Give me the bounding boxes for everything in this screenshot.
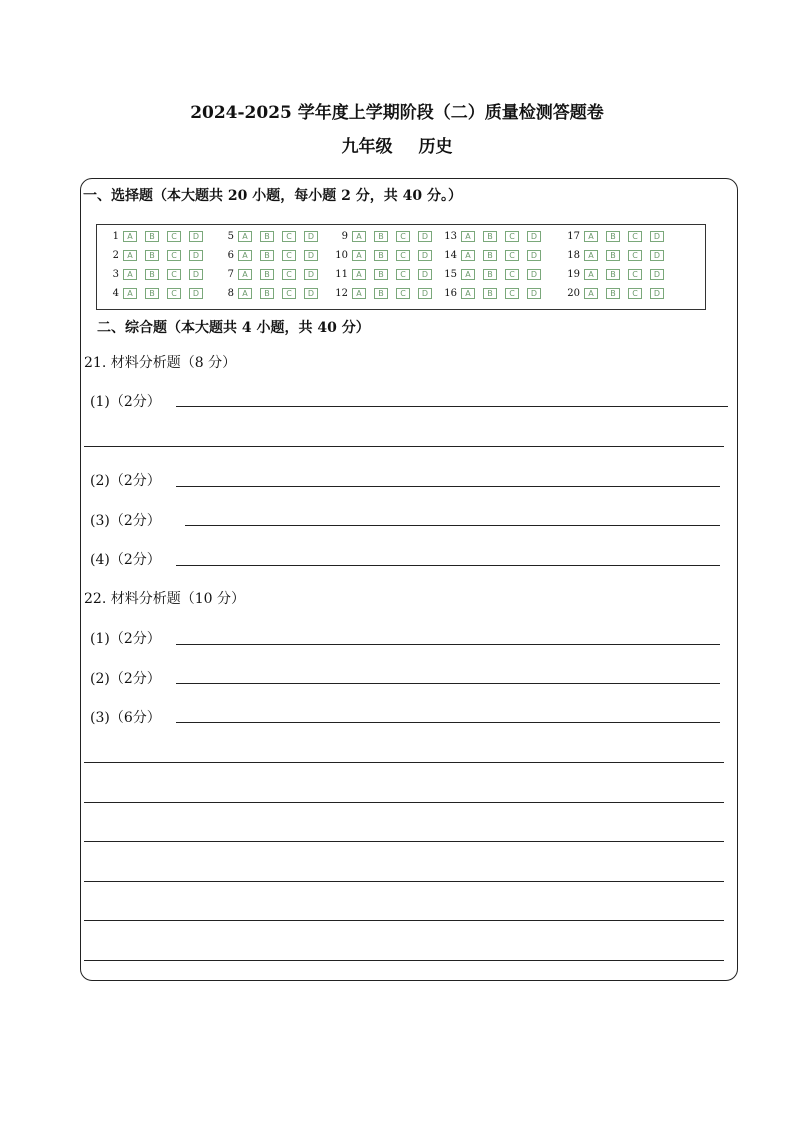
subject-label: 历史 [418,137,453,157]
option-bubble-d[interactable]: D [418,250,432,261]
option-bubble-c[interactable]: C [505,231,519,242]
option-bubble-b[interactable]: B [145,250,159,261]
option-bubble-b[interactable]: B [483,231,497,242]
option-bubble-a[interactable]: A [461,250,475,261]
q22-part3-answer-line-5[interactable] [84,881,724,882]
option-bubble-b[interactable]: B [374,288,388,299]
question-number: 3 [112,268,119,280]
q21-part3-answer-line[interactable] [185,525,720,526]
question-number: 7 [227,268,234,280]
option-bubble-a[interactable]: A [352,231,366,242]
option-bubble-a[interactable]: A [238,250,252,261]
option-bubble-d[interactable]: D [650,250,664,261]
question-number: 20 [567,287,580,299]
option-bubble-d[interactable]: D [304,288,318,299]
mc-question-row [103,267,211,281]
option-bubble-a[interactable]: A [352,250,366,261]
option-bubble-a[interactable]: A [461,288,475,299]
option-bubble-c[interactable]: C [628,231,642,242]
option-bubble-b[interactable]: B [483,269,497,280]
q22-part1-answer-line[interactable] [176,644,720,645]
option-bubble-a[interactable]: A [461,231,475,242]
option-bubble-d[interactable]: D [650,231,664,242]
option-bubble-b[interactable]: B [374,231,388,242]
q21-part3-label: (3)（2分） [90,513,161,529]
option-bubble-a[interactable]: A [123,250,137,261]
option-bubble-b[interactable]: B [260,250,274,261]
mc-question-row [103,229,211,243]
question-number: 19 [567,268,580,280]
option-bubble-b[interactable]: B [260,231,274,242]
option-bubble-d[interactable]: D [418,288,432,299]
question-number: 8 [227,287,234,299]
mc-question-row [332,248,440,262]
q21-part2-answer-line[interactable] [176,486,720,487]
q22-part3-answer-line-2[interactable] [84,762,724,763]
option-bubble-a[interactable]: A [352,288,366,299]
mc-question-row [103,286,211,300]
section2-heading: 二、综合题（本大题共 4 小题，共 40 分） [97,320,370,336]
option-bubble-c[interactable]: C [396,269,410,280]
option-bubble-c[interactable]: C [167,231,181,242]
q22-part2-answer-line[interactable] [176,683,720,684]
question-number: 15 [444,268,457,280]
question-number: 9 [341,230,348,242]
page-subtitle [0,132,794,157]
page-title: 2024-2025 学年度上学期阶段（二）质量检测答题卷 [190,103,604,123]
option-bubble-c[interactable]: C [396,250,410,261]
q22-part3-label: (3)（6分） [90,710,161,726]
option-bubble-d[interactable]: D [527,269,541,280]
option-bubble-c[interactable]: C [628,250,642,261]
question-number: 12 [335,287,348,299]
mc-question-row [103,248,211,262]
option-bubble-b[interactable]: B [145,269,159,280]
option-bubble-b[interactable]: B [606,250,620,261]
option-bubble-b[interactable]: B [374,250,388,261]
option-bubble-a[interactable]: A [123,231,137,242]
option-bubble-b[interactable]: B [483,250,497,261]
option-bubble-c[interactable]: C [167,250,181,261]
mc-question-row [564,286,672,300]
question-number: 16 [444,287,457,299]
question-number: 17 [567,230,580,242]
option-bubble-a[interactable]: A [352,269,366,280]
question-number: 18 [567,249,580,261]
question-number: 14 [444,249,457,261]
option-bubble-c[interactable]: C [396,231,410,242]
option-bubble-c[interactable]: C [505,288,519,299]
option-bubble-b[interactable]: B [260,288,274,299]
mc-question-row [564,267,672,281]
question-number: 11 [335,268,348,280]
option-bubble-a[interactable]: A [461,269,475,280]
question-number: 1 [112,230,119,242]
option-bubble-a[interactable]: A [238,288,252,299]
option-bubble-d[interactable]: D [527,231,541,242]
q21-part1-answer-line[interactable] [176,406,728,407]
question-number: 2 [112,249,119,261]
mc-question-row [218,267,326,281]
q21-part1-label: (1)（2分） [90,394,161,410]
mc-question-row [564,248,672,262]
mc-question-row [564,229,672,243]
mc-question-row [218,286,326,300]
mc-question-row [441,248,549,262]
question-number: 4 [112,287,119,299]
q21-part1-answer-line-2[interactable] [84,446,724,447]
option-bubble-d[interactable]: D [189,250,203,261]
option-bubble-a[interactable]: A [584,250,598,261]
option-bubble-d[interactable]: D [650,269,664,280]
option-bubble-c[interactable]: C [282,231,296,242]
question-number: 13 [444,230,457,242]
q21-title: 21. 材料分析题（8 分） [84,355,237,371]
option-bubble-d[interactable]: D [304,269,318,280]
mc-question-row [332,229,440,243]
option-bubble-a[interactable]: A [584,288,598,299]
section1-heading: 一、选择题（本大题共 20 小题，每小题 2 分，共 40 分。） [83,188,462,204]
mc-question-row [441,229,549,243]
option-bubble-a[interactable]: A [238,269,252,280]
option-bubble-c[interactable]: C [282,288,296,299]
option-bubble-b[interactable]: B [260,269,274,280]
mc-question-row [218,248,326,262]
mc-question-row [441,286,549,300]
option-bubble-d[interactable]: D [418,231,432,242]
option-bubble-d[interactable]: D [189,231,203,242]
option-bubble-c[interactable]: C [396,288,410,299]
option-bubble-d[interactable]: D [189,269,203,280]
q22-part3-answer-line-4[interactable] [84,841,724,842]
option-bubble-a[interactable]: A [238,231,252,242]
option-bubble-c[interactable]: C [505,250,519,261]
question-number: 10 [335,249,348,261]
option-bubble-b[interactable]: B [606,231,620,242]
option-bubble-c[interactable]: C [282,250,296,261]
q22-part2-label: (2)（2分） [90,671,161,687]
q21-part4-answer-line[interactable] [176,565,720,566]
option-bubble-b[interactable]: B [145,288,159,299]
option-bubble-d[interactable]: D [527,288,541,299]
option-bubble-d[interactable]: D [650,288,664,299]
option-bubble-a[interactable]: A [584,269,598,280]
option-bubble-b[interactable]: B [606,269,620,280]
option-bubble-d[interactable]: D [189,288,203,299]
q21-part2-label: (2)（2分） [90,473,161,489]
option-bubble-c[interactable]: C [628,269,642,280]
option-bubble-c[interactable]: C [282,269,296,280]
option-bubble-c[interactable]: C [505,269,519,280]
option-bubble-d[interactable]: D [527,250,541,261]
mc-question-row [218,229,326,243]
question-number: 5 [227,230,234,242]
question-number: 6 [227,249,234,261]
option-bubble-d[interactable]: D [304,250,318,261]
q22-title: 22. 材料分析题（10 分） [84,591,245,607]
option-bubble-c[interactable]: C [167,269,181,280]
option-bubble-d[interactable]: D [418,269,432,280]
option-bubble-d[interactable]: D [304,231,318,242]
q22-part1-label: (1)（2分） [90,631,161,647]
option-bubble-c[interactable]: C [628,288,642,299]
option-bubble-a[interactable]: A [584,231,598,242]
option-bubble-c[interactable]: C [167,288,181,299]
mc-question-row [332,267,440,281]
grade-label: 九年级 [341,137,393,157]
q22-part3-answer-line-7[interactable] [84,960,724,961]
option-bubble-b[interactable]: B [374,269,388,280]
q22-part3-answer-line[interactable] [176,722,720,723]
option-bubble-b[interactable]: B [483,288,497,299]
option-bubble-b[interactable]: B [145,231,159,242]
option-bubble-a[interactable]: A [123,269,137,280]
mc-question-row [441,267,549,281]
mc-question-row [332,286,440,300]
option-bubble-a[interactable]: A [123,288,137,299]
q22-part3-answer-line-6[interactable] [84,920,724,921]
option-bubble-b[interactable]: B [606,288,620,299]
q21-part4-label: (4)（2分） [90,552,161,568]
q22-part3-answer-line-3[interactable] [84,802,724,803]
